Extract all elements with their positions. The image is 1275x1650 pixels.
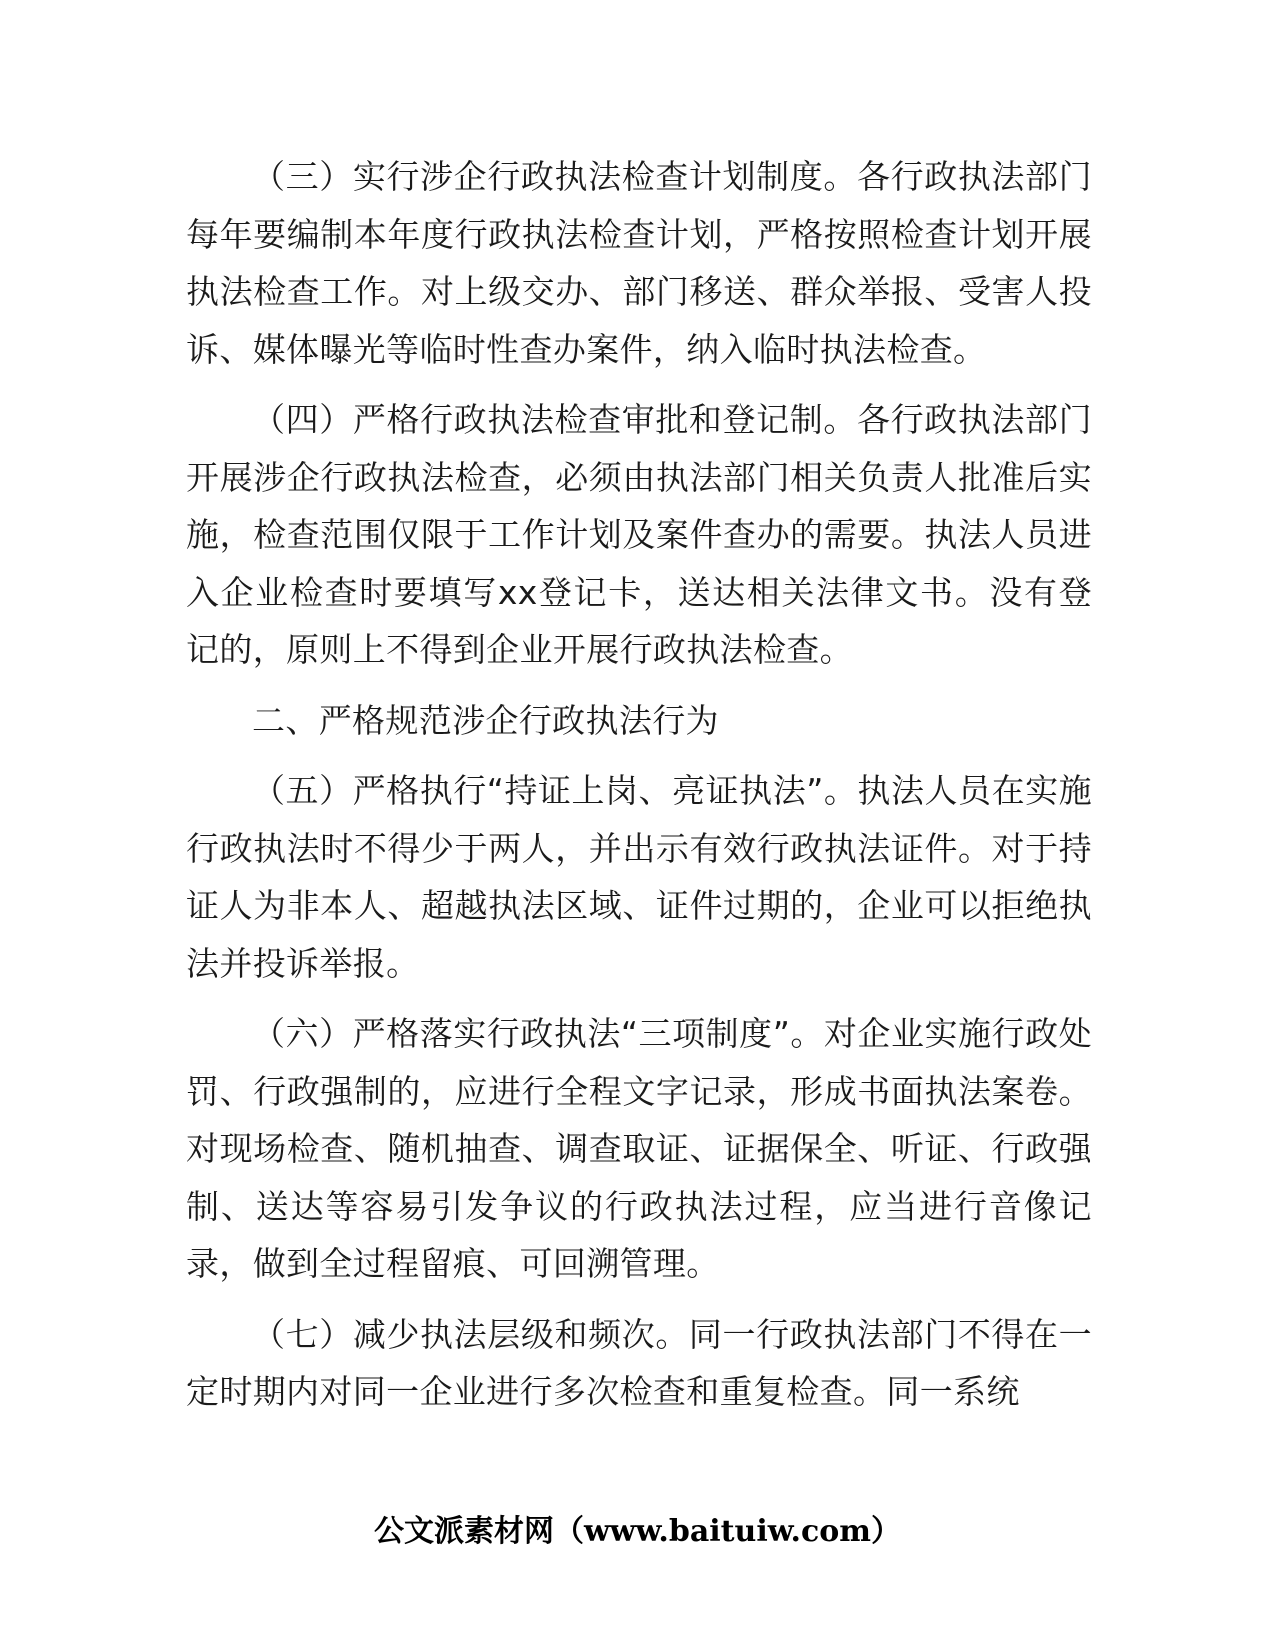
paragraph-section-4: （四）严格行政执法检查审批和登记制。各行政执法部门开展涉企行政执法检查，必须由执法部门相关负责人批准后实施，检查范围仅限于工作计划及案件查办的需要。执法人员进入企业检查时要填写xx登记卡，送达相关法律文书。没有登记的，原则上不得到企业开展行政执法检查。 bbox=[186, 400, 1092, 669]
footer-watermark: 公文派素材网（www.baituiw.com） bbox=[373, 1514, 902, 1549]
paragraph-section-6: （六）严格落实行政执法“三项制度”。对企业实施行政处罚、行政强制的，应进行全程文字记录，形成书面执法案卷。对现场检查、随机抽查、调查取证、证据保全、听证、行政强制、送达等容易引发争议的行政执法过程，应当进行音像记录，做到全过程留痕、可回溯管理。 bbox=[186, 1014, 1092, 1283]
paragraph-section-5: （五）严格执行“持证上岗、亮证执法”。执法人员在实施行政执法时不得少于两人，并出示有效行政执法证件。对于持证人为非本人、超越执法区域、证件过期的，企业可以拒绝执法并投诉举报。 bbox=[186, 771, 1092, 983]
document-body bbox=[186, 148, 1092, 1434]
paragraph-section-3: （三）实行涉企行政执法检查计划制度。各行政执法部门每年要编制本年度行政执法检查计划，严格按照检查计划开展执法检查工作。对上级交办、部门移送、群众举报、受害人投诉、媒体曝光等临时性查办案件，纳入临时执法检查。 bbox=[186, 157, 1092, 369]
paragraph-section-7: （七）减少执法层级和频次。同一行政执法部门不得在一定时期内对同一企业进行多次检查和重复检查。同一系统 bbox=[186, 1314, 1092, 1411]
section-heading-2: 二、严格规范涉企行政执法行为 bbox=[252, 700, 719, 740]
